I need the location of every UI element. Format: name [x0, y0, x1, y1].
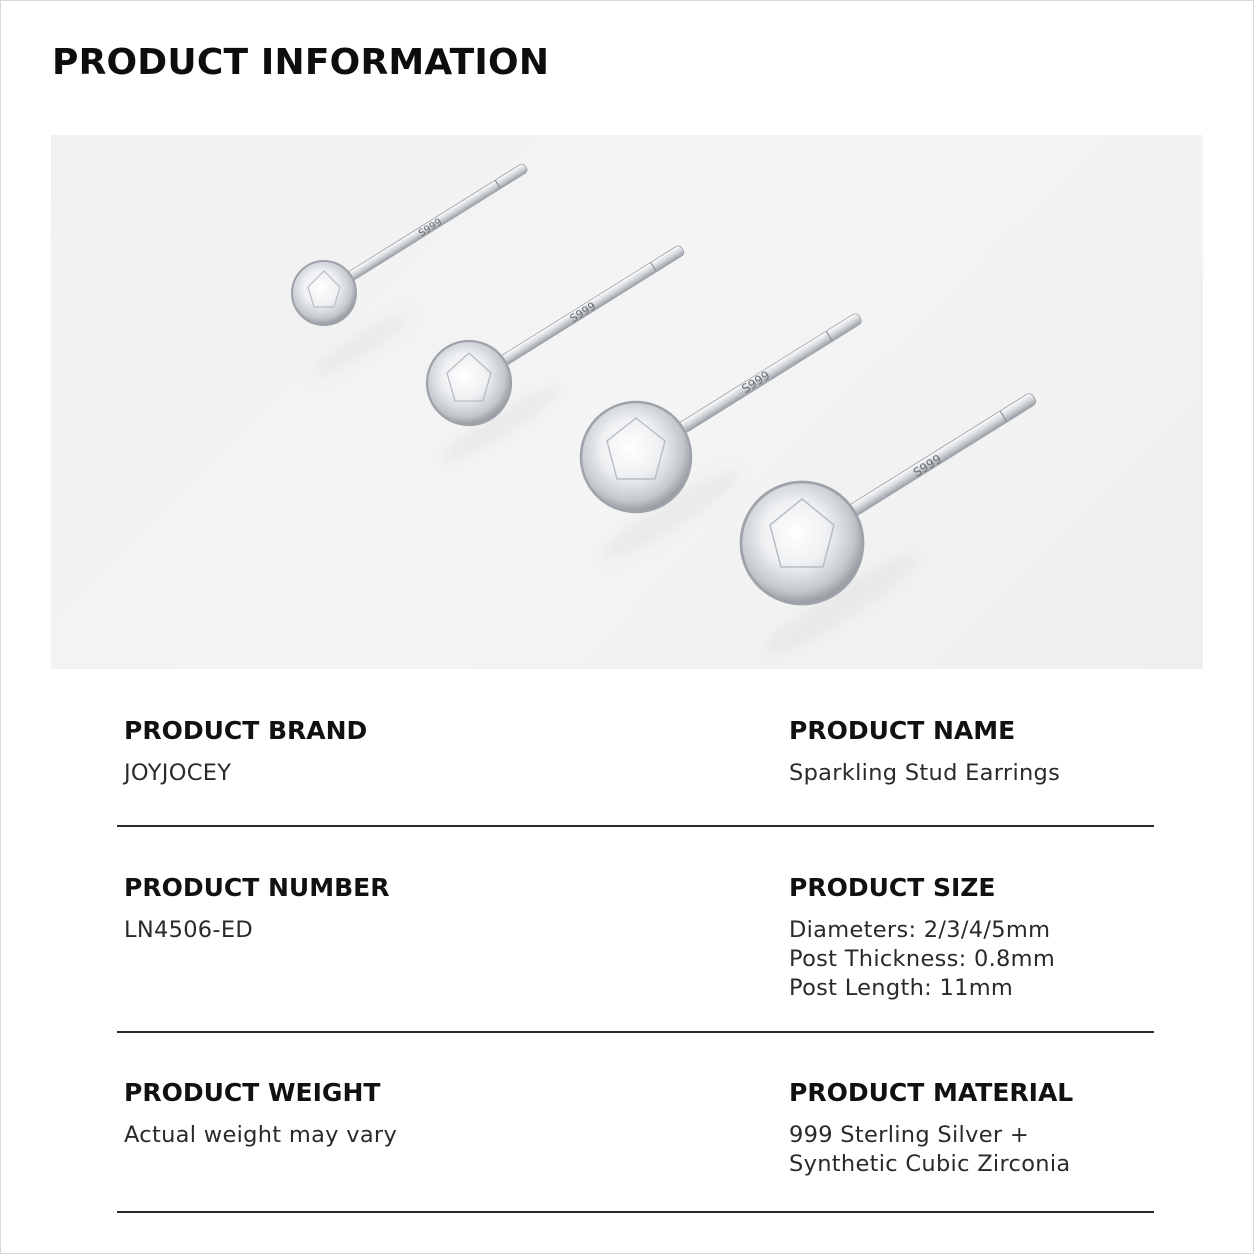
divider: [117, 1031, 1154, 1033]
spec-size: [789, 873, 1055, 1003]
size-diameters: Diameters: 2/3/4/5mm: [789, 917, 1051, 943]
spec-value: Sparkling Stud Earrings: [789, 760, 1061, 786]
svg-text:S999: S999: [567, 299, 599, 326]
earring-5mm: [741, 392, 1039, 667]
spec-label: PRODUCT MATERIAL: [789, 1078, 1074, 1107]
spec-number: [124, 873, 389, 945]
spec-weight: [124, 1078, 397, 1150]
product-photo: [51, 135, 1203, 669]
spec-value: JOYJOCEY: [124, 760, 232, 786]
divider: [117, 825, 1154, 827]
spec-value: Actual weight may vary: [124, 1122, 398, 1148]
svg-text:S999: S999: [910, 451, 945, 480]
spec-material: [789, 1078, 1073, 1179]
spec-label: PRODUCT NAME: [789, 716, 1016, 745]
spec-label: PRODUCT SIZE: [789, 873, 996, 902]
spec-name: [789, 716, 1060, 788]
svg-text:S999: S999: [739, 368, 773, 397]
spec-value-lines: [789, 1121, 1073, 1179]
spec-label: PRODUCT NUMBER: [124, 873, 390, 902]
spec-value: LN4506-ED: [124, 917, 253, 943]
spec-label: PRODUCT BRAND: [124, 716, 368, 745]
size-post-thickness: Post Thickness: 0.8mm: [789, 946, 1056, 972]
spec-value-lines: [789, 916, 1055, 1003]
size-post-length: Post Length: 11mm: [789, 975, 1014, 1001]
spec-label: PRODUCT WEIGHT: [124, 1078, 381, 1107]
page-title: PRODUCT INFORMATION: [52, 42, 550, 83]
material-line-2: Synthetic Cubic Zirconia: [789, 1151, 1071, 1177]
divider: [117, 1211, 1154, 1213]
spec-brand: [124, 716, 367, 788]
material-line-1: 999 Sterling Silver +: [789, 1122, 1029, 1148]
svg-text:S999: S999: [416, 216, 445, 240]
